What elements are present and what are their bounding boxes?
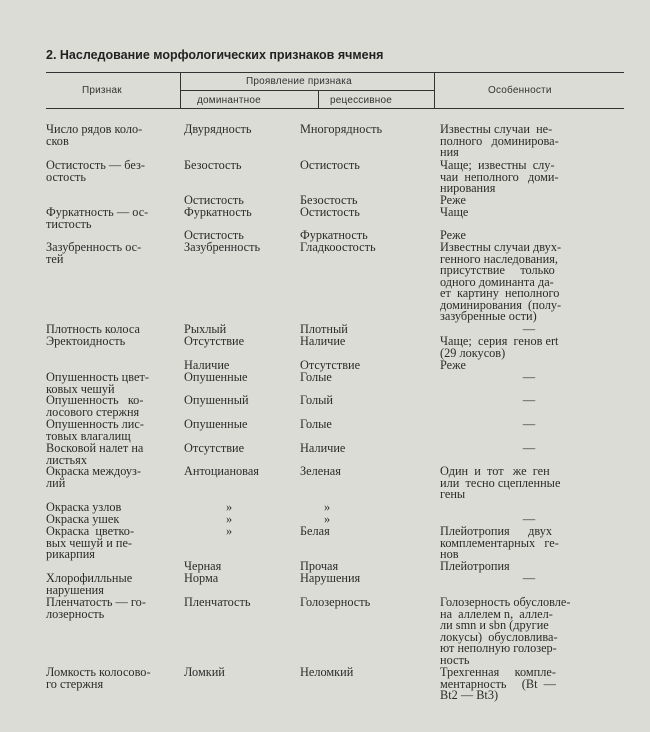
cell-features: Плейотропия двух комплементарных ге- нов bbox=[440, 524, 559, 561]
cell-features: Трехгенная компле- ментарность (Bt — Bt2 — Bt3) bbox=[440, 665, 556, 702]
cell-dominant: Норма bbox=[184, 571, 219, 585]
cell-dominant: Остистость bbox=[184, 193, 244, 207]
cell-features: — bbox=[522, 512, 536, 526]
cell-trait: Хлорофилльные нарушения bbox=[46, 571, 133, 597]
cell-features: Плейотропия bbox=[440, 559, 510, 573]
cell-features: Чаще bbox=[440, 205, 469, 219]
cell-dominant: Двурядность bbox=[184, 122, 252, 136]
cell-recessive: Наличие bbox=[300, 334, 346, 348]
cell-dominant: Зазубренность bbox=[184, 240, 261, 254]
cell-dominant: Опушенные bbox=[184, 370, 248, 384]
cell-features: Реже bbox=[440, 358, 466, 372]
cell-features: — bbox=[522, 393, 536, 407]
cell-recessive: Многорядность bbox=[300, 122, 383, 136]
cell-recessive: Голый bbox=[300, 393, 333, 407]
cell-features: Один и тот же ген или тесно сцепленные гены bbox=[440, 464, 561, 501]
cell-dominant: » bbox=[226, 500, 233, 514]
cell-features: Реже bbox=[440, 228, 466, 242]
cell-trait: Зазубренность ос- тей bbox=[46, 240, 142, 266]
cell-features: Реже bbox=[440, 193, 466, 207]
cell-recessive: Зеленая bbox=[300, 464, 341, 478]
cell-dominant: Отсутствие bbox=[184, 441, 245, 455]
header-bottom-rule bbox=[46, 108, 624, 109]
cell-features: — bbox=[522, 370, 536, 384]
header-divider-1 bbox=[180, 73, 181, 108]
cell-recessive: Белая bbox=[300, 524, 330, 538]
cell-recessive: Плотный bbox=[300, 322, 348, 336]
cell-recessive: Прочая bbox=[300, 559, 339, 573]
cell-features: Чаще; серия генов ert (29 локусов) bbox=[440, 334, 559, 360]
header-top-rule bbox=[46, 72, 624, 73]
header-mid-rule bbox=[180, 90, 434, 91]
cell-dominant: Остистость bbox=[184, 228, 244, 242]
cell-recessive: Голые bbox=[300, 370, 332, 384]
cell-dominant: Черная bbox=[184, 559, 222, 573]
cell-recessive: Остистость bbox=[300, 158, 360, 172]
cell-features: Чаще; известны слу- чаи неполного доми- нирования bbox=[440, 158, 559, 195]
cell-recessive: » bbox=[324, 500, 331, 514]
cell-dominant: Пленчатость bbox=[184, 595, 251, 609]
cell-trait: Окраска цветко- вых чешуй и пе- рикарпия bbox=[46, 524, 135, 561]
cell-recessive: Гладкоостость bbox=[300, 240, 376, 254]
cell-dominant: Антоциановая bbox=[184, 464, 259, 478]
header-divider-2 bbox=[318, 91, 319, 108]
cell-features: — bbox=[522, 441, 536, 455]
cell-recessive: Безостость bbox=[300, 193, 358, 207]
cell-recessive: Остистость bbox=[300, 205, 360, 219]
cell-recessive: Нарушения bbox=[300, 571, 361, 585]
cell-features: — bbox=[522, 322, 536, 336]
cell-features: — bbox=[522, 571, 536, 585]
cell-trait: Опушенность цвет- ковых чешуй bbox=[46, 370, 149, 396]
header-manifestation: Проявление признака bbox=[246, 76, 352, 87]
cell-dominant: Фуркатность bbox=[184, 205, 252, 219]
cell-recessive: Голозерность bbox=[300, 595, 371, 609]
cell-trait: Фуркатность — ос- тистость bbox=[46, 205, 149, 231]
cell-recessive: Фуркатность bbox=[300, 228, 368, 242]
cell-trait: Ломкость колосово- го стержня bbox=[46, 665, 151, 691]
cell-dominant: Наличие bbox=[184, 358, 230, 372]
cell-recessive: Отсутствие bbox=[300, 358, 361, 372]
cell-dominant: » bbox=[226, 524, 233, 538]
header-trait: Признак bbox=[82, 85, 122, 96]
cell-dominant: Рыхлый bbox=[184, 322, 227, 336]
table-caption: 2. Наследование морфологических признаков ячменя bbox=[46, 48, 384, 62]
cell-trait: Опушенность ко- лосового стержня bbox=[46, 393, 144, 419]
header-recessive: рецессивное bbox=[330, 95, 393, 106]
cell-trait: Опушенность лис- товых влагалищ bbox=[46, 417, 144, 443]
cell-trait: Плотность колоса bbox=[46, 322, 140, 336]
cell-trait: Окраска ушек bbox=[46, 512, 120, 526]
cell-dominant: Отсутствие bbox=[184, 334, 245, 348]
header-features: Особенности bbox=[488, 85, 552, 96]
cell-trait: Окраска узлов bbox=[46, 500, 122, 514]
cell-dominant: Опушенный bbox=[184, 393, 249, 407]
cell-recessive: Голые bbox=[300, 417, 332, 431]
header-dominant: доминантное bbox=[197, 95, 261, 106]
cell-features: Известны случаи не- полного доминирова- ния bbox=[440, 122, 559, 159]
cell-dominant: Ломкий bbox=[184, 665, 225, 679]
cell-features: — bbox=[522, 417, 536, 431]
cell-features: Голозерность обусловле- на аллелем n, аллел- ли smn и sbn (другие локусы) обусловлива- ют неполную голозер- ность bbox=[440, 595, 571, 667]
cell-trait: Эректоидность bbox=[46, 334, 126, 348]
cell-dominant: » bbox=[226, 512, 233, 526]
header-divider-3 bbox=[434, 73, 435, 108]
cell-trait: Восковой налет на листьях bbox=[46, 441, 144, 467]
cell-recessive: » bbox=[324, 512, 331, 526]
cell-trait: Пленчатость — го- лозерность bbox=[46, 595, 146, 621]
cell-recessive: Наличие bbox=[300, 441, 346, 455]
cell-trait: Число рядов коло- сков bbox=[46, 122, 143, 148]
cell-recessive: Неломкий bbox=[300, 665, 354, 679]
cell-features: Известны случаи двух- генного наследования, присутствие только одного доминанта да- ет картину неполного доминирования (полу- зазубренные ости) bbox=[440, 240, 562, 323]
cell-dominant: Опушенные bbox=[184, 417, 248, 431]
cell-trait: Окраска междоуз- лий bbox=[46, 464, 142, 490]
cell-trait: Остистость — без- остость bbox=[46, 158, 145, 184]
cell-dominant: Безостость bbox=[184, 158, 242, 172]
